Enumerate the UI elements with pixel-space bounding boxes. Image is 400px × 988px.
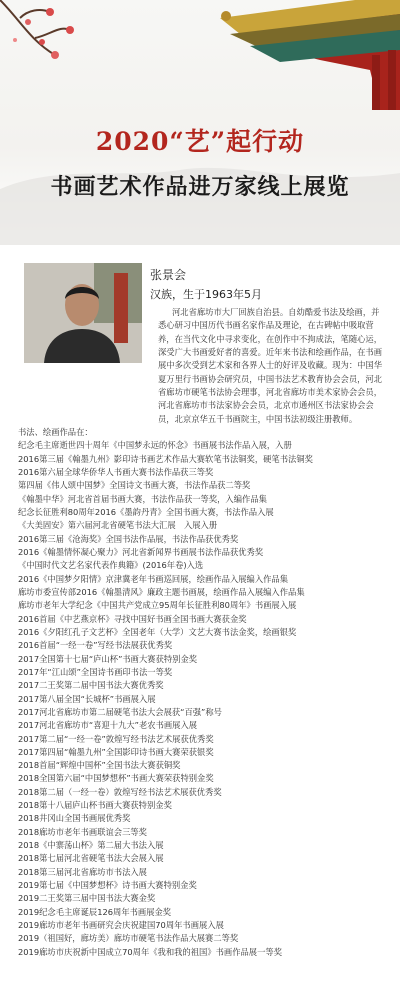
list-item: 2016《翰墨情怀凝心聚力》河北省新闻界书画展书法作品获优秀奖 xyxy=(18,546,264,557)
list-item: 《大美固安》第六届河北省硬笔书法大汇展 入展入册 xyxy=(18,520,218,531)
list-item: 2018廊坊市老年书画联谊会三等奖 xyxy=(18,826,147,837)
list-item: 2018《中寨荡山杯》第二届大书法入展 xyxy=(18,840,164,851)
list-item: 2018第二届（一经一卷）敦煌写经书法艺术展获优秀奖 xyxy=(18,786,222,797)
list-item: 廊坊市委宣传部2016《翰墨清风》廉政主题书画展，绘画作品入展编入作品集 xyxy=(18,586,305,597)
list-item: 《中国时代文艺名家代表作典籍》(2016年卷)入选 xyxy=(18,560,204,571)
list-item: 2017河北省廊坊市“喜迎十九大”老农书画展入展 xyxy=(18,720,198,731)
list-item: 2017年“江山颂”全国诗书画印书法一等奖 xyxy=(18,666,173,677)
list-item: 2016第六届全球华侨华人书画大赛书法作品获三等奖 xyxy=(18,466,214,477)
list-item: 2016《中国梦夕阳情》京津冀老年书画巡回展，绘画作品入展编入作品集 xyxy=(18,573,289,584)
artist-birth: 汉族，生于1963年5月 xyxy=(150,288,262,301)
list-item: 2019第七届《中国梦想杯》诗书画大赛特别金奖 xyxy=(18,880,197,891)
artist-bio xyxy=(18,306,384,959)
artist-name: 张景会 xyxy=(150,268,187,282)
list-item: 2019二王奖第三届中国书法大赛金奖 xyxy=(18,893,156,904)
list-item: 2017第四届“翰墨九州”全国影印诗书画大赛荣获银奖 xyxy=(18,746,214,757)
list-item: 2019纪念毛主席诞辰126周年书画展金奖 xyxy=(18,906,172,917)
list-item: 2018第十八届庐山杯书画大赛获特别金奖 xyxy=(18,800,172,811)
list-item: 2017第二届“一经一卷”敦煌写经书法艺术展获优秀奖 xyxy=(18,733,214,744)
list-item: 2016首届《中艺燕京杯》寻找中国好书画全国书画大赛获金奖 xyxy=(18,613,247,624)
list-item: 2016第三届《翰墨九州》影印诗书画艺术作品大赛软笔书法铜奖，硬笔书法铜奖 xyxy=(18,453,313,464)
list-item: 纪念长征胜利80周年2016《墨韵丹青》全国书画大赛，书法作品入展 xyxy=(18,506,274,517)
list-item: 2018井冈山全国书画展优秀奖 xyxy=(18,813,131,824)
list-item: 2018全国第六届“中国梦想杯”书画大赛荣获特别金奖 xyxy=(18,773,214,784)
plum-blossom-illustration xyxy=(0,0,90,100)
header-banner xyxy=(0,0,400,245)
list-item: 廊坊市老年大学纪念《中国共产党成立95周年长征胜利80周年》书画展入展 xyxy=(18,600,297,611)
list-item: 2018第七届河北省硬笔书法大会展入展 xyxy=(18,853,164,864)
event-title: 2020“艺”起行动 xyxy=(95,127,305,156)
works-list xyxy=(18,439,384,959)
list-item: 2018首届“辉煌中国杯”全国书法大赛获铜奖 xyxy=(18,760,181,771)
list-item: 2017二王奖第二届中国书法大赛优秀奖 xyxy=(18,680,164,691)
works-intro: 书法、绘画作品在： xyxy=(18,426,93,437)
list-item: 2019廊坊市庆祝新中国成立70周年《我和我的祖国》书画作品展一等奖 xyxy=(18,946,282,957)
list-item: 2017全国第十七届“庐山杯”书画大赛获特别金奖 xyxy=(18,653,198,664)
list-item: 2019（祖国好，廊坊美）廊坊市硬笔书法作品大展赛二等奖 xyxy=(18,933,239,944)
list-item: 2017第八届全国“长城杯”书画展入展 xyxy=(18,693,156,704)
bio-paragraph: 河北省廊坊市大厂回族自治县。自幼酷爱书法及绘画，并悉心研习中国历代书画名家作品及理论，在古碑帖中吸取营养，在当代文化中寻求变化，在创作中不拘成法，笔随心运，深受广大书画爱好者的喜爱。近年来书法和绘画作品，在书画展中多次受到艺术家和各界人士的好评及收藏。现为：中国华夏万里行书画协会研究员，中国书法艺术教育协会会员，河北省廊坊市硬笔书法协会理事，河北省廊坊市美术家协会会员，河北省廊坊市书法家协会会员，北京市通州区书法家协会会员，北京京华五千书画院主，中国书法初级注册教师。 xyxy=(158,307,383,424)
list-item: 2016首届“一经一卷”写经书法展获优秀奖 xyxy=(18,640,173,651)
list-item: 2016第三届《沧海奖》全国书法作品展，书法作品获优秀奖 xyxy=(18,533,239,544)
list-item: 2016《夕阳红孔子文艺杯》全国老年（大学）文艺大赛书法金奖，绘画银奖 xyxy=(18,626,297,637)
list-item: 《翰墨中华》河北省首届书画大赛，书法作品获一等奖，入编作品集 xyxy=(18,493,267,504)
list-item: 2019廊坊市老年书画研究会庆祝建国70周年书画展入展 xyxy=(18,920,224,931)
list-item: 2017河北省廊坊市第二届硬笔书法大会展获“百强”称号 xyxy=(18,706,222,717)
event-subtitle: 书画艺术作品进万家线上展览 xyxy=(50,174,350,200)
palace-roof-illustration xyxy=(200,0,400,110)
list-item: 纪念毛主席逝世四十周年《中国梦永远的怀念》书画展书法作品入展，入册 xyxy=(18,440,292,451)
list-item: 第四届《伟人颂中国梦》全国诗文书画大赛，书法作品获二等奖 xyxy=(18,480,251,491)
list-item: 2018第三届河北省廊坊市书法入展 xyxy=(18,866,147,877)
